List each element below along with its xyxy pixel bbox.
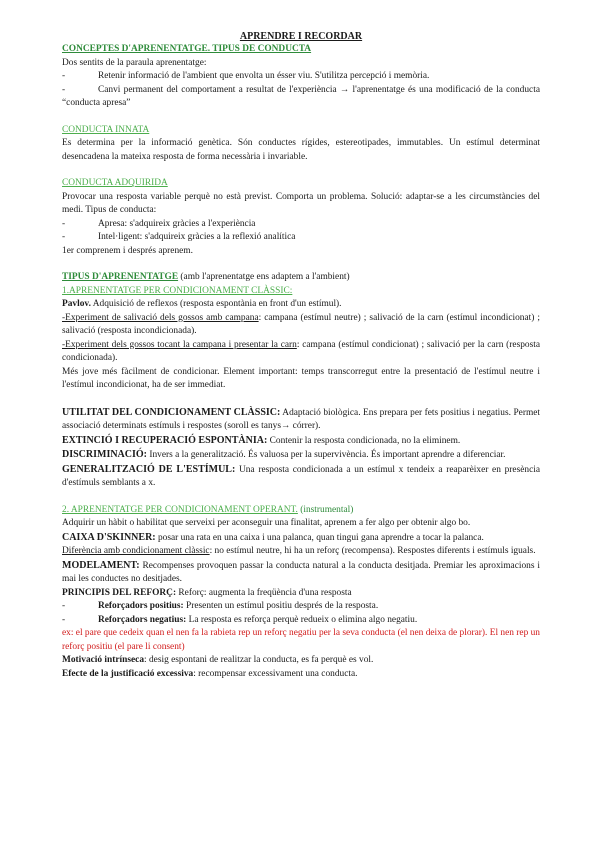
experiment-1-text: : campana (estímul neutre) ; salivació de la carn (estímul incondicionat) ; salivació (resposta incondicionada). [62, 312, 540, 336]
list-item-text: Intel·ligent: s'adquireix gràcies a la reflexió analítica [98, 232, 296, 242]
section-heading-concepts: CONCEPTES D'APRENENTATGE. TIPUS DE CONDUCTA [62, 44, 312, 54]
concepts-intro: Dos sentits de la paraula aprenentatge: [62, 57, 207, 68]
positive-reinforcers-text: Presenten un estímul positiu després de la resposta. [183, 601, 379, 611]
bullet-dash: - [62, 84, 66, 95]
pavlov-text: Adquisició de reflexos (resposta espontània en front d'un estímul). [90, 299, 342, 309]
bullet-dash: - [62, 232, 66, 242]
extinction-text: Contenir la resposta condicionada, no la eliminem. [267, 435, 461, 446]
bullet-dash: - [62, 614, 66, 625]
subheading-classical: 1.APRENENTATGE PER CONDICIONAMENT CLÀSSIC: [62, 285, 293, 296]
reinforcement-text: Reforç: augmenta la freqüència d'una resposta [176, 587, 352, 598]
document-title: APRENDRE I RECORDAR [239, 31, 363, 42]
bullet-dash: - [62, 601, 66, 611]
acquired-text: Provocar una resposta variable perquè no està previst. Comporta un problema. Solució: adaptar-se a les circumstàncies del medi. Tipus de conducta: [62, 191, 540, 215]
list-item [62, 614, 540, 628]
learning-types-heading [62, 271, 540, 285]
overjustification-label: Efecte de la justificació excessiva [62, 668, 194, 679]
section-heading-innate: CONDUCTA INNATA [62, 124, 150, 135]
experiment-2-label: -Experiment dels gossos tocant la campana i presentar la carn [62, 339, 297, 350]
list-item [62, 231, 540, 245]
shaping-label: MODELAMENT: [62, 559, 140, 571]
difference-paragraph [62, 545, 540, 559]
list-item [62, 84, 540, 111]
subheading-operant: 2. APRENENTATGE PER CONDICIONAMENT OPERANT. [62, 504, 298, 515]
intrinsic-motivation-paragraph [62, 654, 540, 668]
reinforcement-paragraph [62, 587, 540, 601]
list-item [62, 218, 540, 232]
skinner-paragraph [62, 531, 540, 546]
skinner-text: posar una rata en una caixa i una palanca, quan tingui gana aprendre a tocar la palanca. [155, 532, 484, 543]
pavlov-paragraph [62, 298, 540, 312]
list-item-text: Canvi permanent del comportament a resultat de l'experiència → l'aprenentatge és una modificació de la conducta “conducta apresa” [62, 84, 540, 108]
list-item [62, 600, 540, 614]
shaping-text: Recompenses provoquen passar la conducta natural a la conducta desitjada. Premiar les aproximacions i mai les conductes no desitjades. [62, 560, 540, 584]
positive-reinforcers-label: Reforçadors positius: [98, 601, 184, 611]
experiment-2-text: : campana (estímul condicionat) ; salivació per la carn (resposta condicionada). [62, 339, 541, 363]
learning-types-note: (amb l'aprenentatge ens adaptem a l'ambient) [178, 272, 350, 282]
bullet-dash: - [62, 218, 66, 229]
experiment-1 [62, 312, 540, 339]
document-page [62, 30, 540, 681]
section-heading-learning-types: TIPUS D'APRENENTATGE [62, 272, 179, 282]
section-heading-acquired: CONDUCTA ADQUIRIDA [62, 178, 168, 188]
overjustification-paragraph [62, 668, 540, 682]
generalization-label: GENERALITZACIÓ DE L'ESTÍMUL: [62, 463, 236, 475]
intrinsic-motivation-text: : desig espontani de realitzar la conducta, es fa perquè es vol. [144, 655, 374, 665]
utility-paragraph [62, 406, 540, 434]
classical-more: Més jove més fàcilment de condicionar. Element important: temps transcorregut entre la presentació de l'estímul neutre i l'estímul incondicionat, ha de ser immediat. [62, 366, 540, 390]
negative-reinforcers-text: La resposta es reforça perquè redueix o elimina algo negatiu. [186, 614, 418, 625]
operant-heading [62, 504, 540, 518]
experiment-1-label: -Experiment de salivació dels gossos amb campana [62, 312, 259, 323]
discrimination-label: DISCRIMINACIÓ: [62, 449, 148, 460]
innate-text: Es determina per la informació genètica. Són conductes rígides, estereotipades, immutables. Un estímul determinat desencadena la mateixa resposta de forma necessària i invariable. [62, 138, 540, 162]
utility-text: Adaptació biològica. Ens prepara per fets positius i negatius. Permet associació determinats estímuls i respostes (soroll es tanys→ córrer). [62, 407, 541, 431]
intrinsic-motivation-label: Motivació intrínseca [62, 655, 145, 665]
acquired-after: 1er comprenem i després aprenem. [62, 245, 193, 256]
overjustification-text: : recompensar excessivament una conducta. [193, 668, 358, 679]
generalization-text: Una resposta condicionada a un estímul x tendeix a reaparèixer en presència d'estímuls semblants a x. [62, 464, 541, 488]
experiment-2 [62, 339, 540, 366]
extinction-paragraph [62, 434, 540, 449]
list-item-text: Apresa: s'adquireix gràcies a l'experiència [98, 218, 256, 229]
example-red-text: ex: el pare que cedeix quan el nen fa la rabieta rep un reforç negatiu per la seva conducta (el nen deixa de plorar). El nen rep un reforç positiu (el pare li consent) [62, 628, 540, 652]
difference-text: : no estímul neutre, hi ha un reforç (recompensa). Respostes diferents i estímuls iguals. [209, 546, 536, 556]
pavlov-label: Pavlov. [62, 299, 91, 309]
list-item [62, 70, 540, 84]
discrimination-text: Invers a la generalització. És valuosa per la supervivència. És important aprendre a diferenciar. [147, 450, 506, 460]
skinner-label: CAIXA D'SKINNER: [62, 531, 156, 543]
discrimination-paragraph [62, 448, 540, 463]
shaping-paragraph [62, 559, 540, 587]
generalization-paragraph [62, 463, 540, 491]
negative-reinforcers-label: Reforçadors negatius: [98, 614, 187, 625]
difference-label: Diferència amb condicionament clàssic [62, 546, 210, 556]
reinforcement-label: PRINCIPIS DEL REFORÇ: [62, 587, 177, 598]
utility-label: UTILITAT DEL CONDICIONAMENT CLÀSSIC: [62, 406, 281, 418]
list-item-text [98, 600, 540, 614]
operant-note: (instrumental) [297, 504, 354, 515]
list-item-text [98, 614, 540, 628]
list-item-text: Retenir informació de l'ambient que envolta un ésser viu. S'utilitza percepció i memòria. [98, 71, 430, 81]
extinction-label: EXTINCIÓ I RECUPERACIÓ ESPONTÀNIA: [62, 434, 268, 446]
bullet-dash: - [62, 71, 66, 81]
operant-intro: Adquirir un hàbit o habilitat que serveixi per aconseguir una finalitat, aprenem a fer algo per obtenir algo bo. [62, 518, 471, 528]
